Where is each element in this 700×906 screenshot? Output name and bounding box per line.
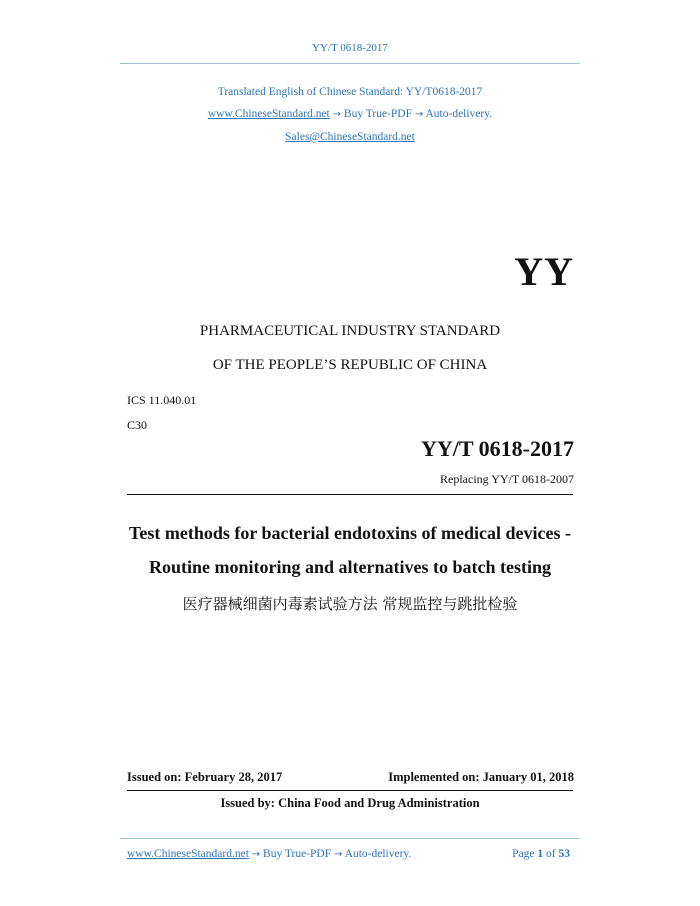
page-current: 1 xyxy=(537,848,544,860)
standard-number: YY/T 0618-2017 xyxy=(421,436,574,461)
arrow-right-icon: → xyxy=(332,109,342,120)
replacing-note: Replacing YY/T 0618-2007 xyxy=(440,472,574,486)
implemented-on: Implemented on: January 01, 2018 xyxy=(388,770,574,784)
page-word: Page xyxy=(512,848,535,860)
standard-type-line1: PHARMACEUTICAL INDUSTRY STANDARD xyxy=(199,323,501,339)
running-header: YY/T 0618-2017 xyxy=(312,42,388,54)
arrow-right-icon: → xyxy=(251,849,261,860)
industry-logo: YY xyxy=(514,249,574,294)
footer-auto-delivery-text: Auto-delivery. xyxy=(344,848,412,860)
title-en-line2: Routine monitoring and alternatives to batch testing xyxy=(149,557,551,577)
page-total: 53 xyxy=(558,848,570,860)
email-line xyxy=(0,131,700,143)
purchase-line xyxy=(0,108,700,120)
page-of: of xyxy=(546,848,556,860)
title-en-line1: Test methods for bacterial endotoxins of medical devices - xyxy=(129,523,571,543)
ccs-code: C30 xyxy=(127,418,148,432)
standard-type-line2: OF THE PEOPLE’S REPUBLIC OF CHINA xyxy=(212,357,488,373)
auto-delivery-text: Auto-delivery. xyxy=(425,108,493,120)
sales-email-link[interactable]: Sales@ChineseStandard.net xyxy=(285,131,415,143)
footer-divider xyxy=(120,838,580,839)
footer-purchase-line xyxy=(127,848,411,860)
title-cn: 医疗器械细菌内毒素试验方法 常规监控与跳批检验 xyxy=(182,595,518,613)
arrow-right-icon: → xyxy=(334,849,343,860)
website-link[interactable]: www.ChineseStandard.net xyxy=(207,108,330,120)
footer-website-link[interactable]: www.ChineseStandard.net xyxy=(127,848,249,860)
page-indicator xyxy=(512,848,570,860)
translation-notice: Translated English of Chinese Standard: YY/T0618-2017 xyxy=(217,86,483,98)
header-divider xyxy=(120,63,580,64)
number-divider xyxy=(127,494,573,495)
buy-true-pdf-text: Buy True-PDF xyxy=(343,108,412,120)
issued-by: Issued by: China Food and Drug Administration xyxy=(220,796,480,810)
arrow-right-icon: → xyxy=(414,109,424,120)
footer-buy-true-pdf-text: Buy True-PDF xyxy=(263,848,332,860)
ics-code: ICS 11.040.01 xyxy=(127,393,197,407)
issued-on: Issued on: February 28, 2017 xyxy=(127,770,283,784)
issue-divider xyxy=(127,790,573,791)
